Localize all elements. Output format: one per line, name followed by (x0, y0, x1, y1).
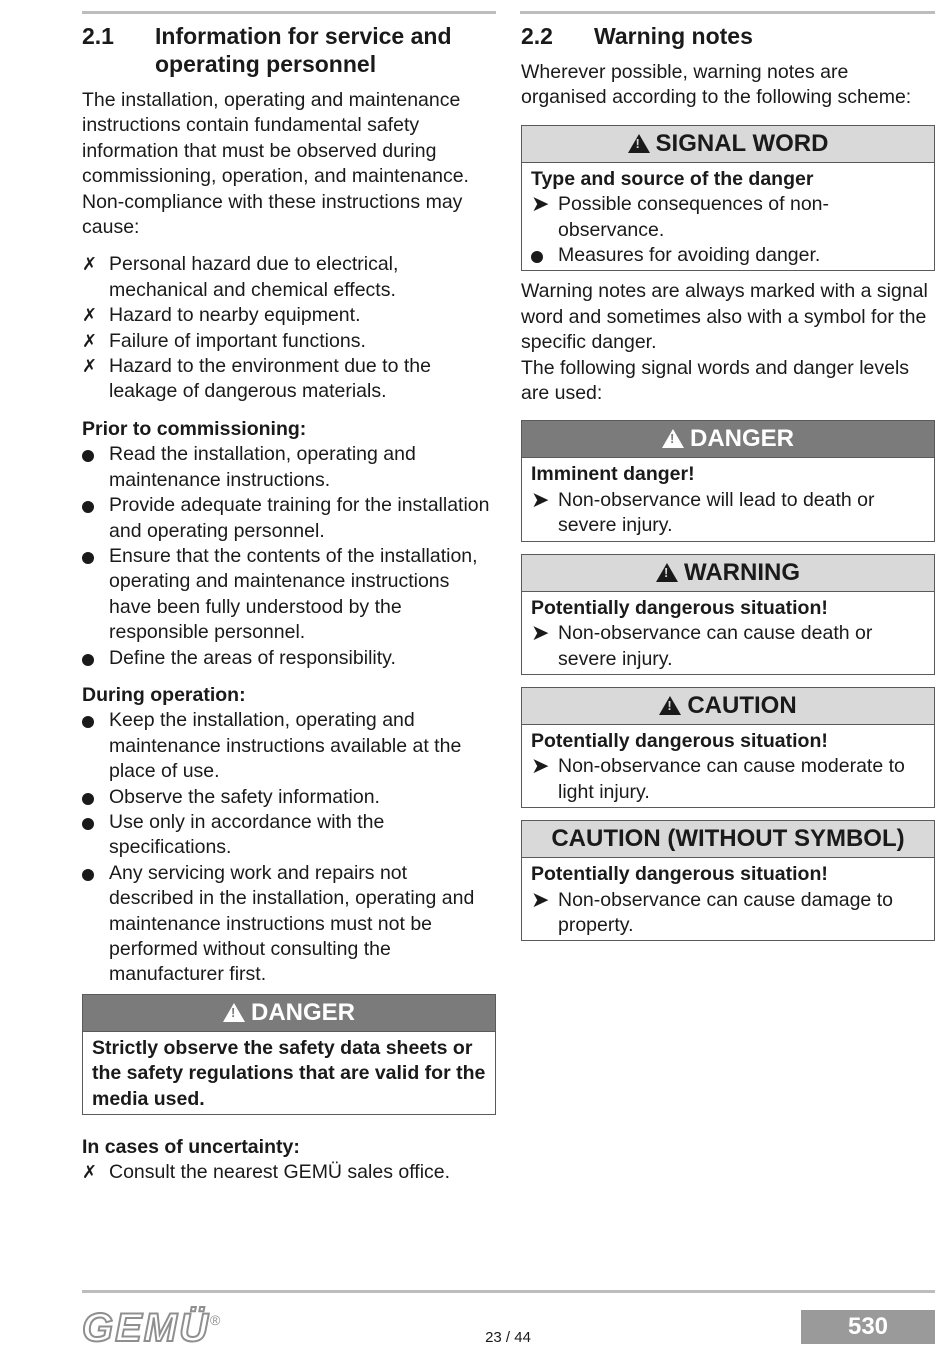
list-item: ✗ Hazard to nearby equipment. (82, 303, 496, 328)
uncertainty-section (82, 1135, 496, 1186)
subheading: In cases of uncertainty: (82, 1136, 300, 1159)
list-item: Provide adequate training for the installation and operating personnel. (82, 493, 496, 544)
level-list (531, 621, 925, 672)
danger-box (82, 994, 496, 1115)
danger-body (83, 1032, 495, 1114)
intro-paragraph: Wherever possible, warning notes are organised according to the following scheme: (521, 61, 912, 109)
bullet-icon (82, 793, 94, 805)
list-item: ✗ Consult the nearest GEMÜ sales office. (82, 1160, 496, 1185)
bullet-icon (82, 818, 94, 830)
model-badge: 530 (801, 1310, 935, 1344)
level-title: Potentially dangerous situation! (531, 729, 828, 752)
subheading: During operation: (82, 683, 246, 706)
section-number: 2.2 (521, 23, 553, 49)
footer-rule (82, 1290, 935, 1293)
cross-icon: ✗ (82, 1162, 98, 1183)
prior-to-commissioning (82, 417, 496, 671)
list-item: Measures for avoiding danger. (531, 243, 925, 268)
warning-level-box (521, 554, 935, 675)
page-number: 23 / 44 (485, 1329, 531, 1346)
warning-triangle-icon (659, 696, 681, 715)
scheme-list (531, 192, 925, 268)
level-title: Imminent danger! (531, 463, 695, 486)
list-item: Any servicing work and repairs not described in the installation, operating and maintenance instructions must not be performed without consulting the manufacturer first. (82, 861, 496, 988)
explanation-paragraph: Warning notes are always marked with a signal word and sometimes also with a symbol for the specific danger. (521, 280, 928, 354)
warning-header: !WARNING (522, 555, 934, 592)
registered-mark: ® (210, 1312, 223, 1328)
explanation-text (521, 279, 935, 406)
section-number: 2.1 (82, 23, 114, 49)
arrow-icon: ➤ (531, 191, 550, 217)
section-2-1-heading (82, 22, 496, 78)
left-column (82, 18, 496, 1186)
right-column (521, 18, 935, 941)
list-item: Define the areas of responsibility. (82, 646, 496, 671)
bullet-icon (82, 501, 94, 513)
section-title: Information for service and operating personnel (155, 23, 452, 77)
list-item: ✗ Failure of important functions. (82, 329, 496, 354)
danger-header: !DANGER (83, 995, 495, 1032)
list-item: Keep the installation, operating and maintenance instructions available at the place of use. (82, 708, 496, 784)
cross-list (82, 1160, 496, 1185)
level-body (522, 725, 934, 807)
list-item: Read the installation, operating and maintenance instructions. (82, 442, 496, 493)
arrow-icon: ➤ (531, 486, 550, 512)
bullet-icon (82, 654, 94, 666)
danger-level-box (521, 420, 935, 541)
explanation-paragraph: The following signal words and danger levels are used: (521, 356, 910, 405)
list-item: ➤ Non-observance can cause damage to property. (531, 886, 893, 936)
list-item: ✗ Personal hazard due to electrical, mechanical and chemical effects. (82, 253, 399, 301)
danger-header: !DANGER (522, 421, 934, 458)
list-item: ➤ Non-observance can cause death or severe injury. (531, 620, 873, 670)
signal-word-header: !SIGNAL WORD (522, 126, 934, 163)
bullet-icon (531, 251, 543, 263)
danger-text: Strictly observe the safety data sheets or the safety regulations that are valid for the media used. (92, 1036, 486, 1110)
subheading: Prior to commissioning: (82, 417, 307, 440)
consequences-list (82, 252, 496, 404)
top-rule-left (82, 11, 496, 14)
warning-triangle-icon (662, 429, 684, 448)
bullet-icon (82, 552, 94, 564)
level-list (531, 888, 925, 939)
top-rule-right (520, 11, 935, 14)
caution-level-box (521, 687, 935, 808)
scheme-title: Type and source of the danger (531, 167, 814, 190)
cross-icon: ✗ (82, 356, 98, 377)
level-body (522, 592, 934, 674)
list-item: ➤ Non-observance can cause moderate to light injury. (531, 753, 905, 803)
caution-header: !CAUTION (522, 688, 934, 725)
scheme-body (522, 163, 934, 271)
warning-triangle-icon (656, 563, 678, 582)
level-body (522, 858, 934, 940)
intro-text (82, 88, 496, 240)
caution-without-symbol-box (521, 820, 935, 941)
arrow-icon: ➤ (531, 620, 550, 646)
level-title: Potentially dangerous situation! (531, 863, 828, 886)
level-list (531, 754, 925, 805)
arrow-icon: ➤ (531, 886, 550, 912)
level-title: Potentially dangerous situation! (531, 596, 828, 619)
intro-paragraph: Non-compliance with these instructions may cause: (82, 190, 463, 239)
during-operation (82, 683, 496, 988)
section-2-2-heading (521, 22, 935, 50)
list-item: Use only in accordance with the specifications. (82, 810, 496, 861)
list-item: ✗ Hazard to the environment due to the leakage of dangerous materials. (82, 355, 431, 403)
cross-icon: ✗ (82, 254, 98, 275)
caution-without-symbol-header: CAUTION (WITHOUT SYMBOL) (522, 821, 934, 858)
signal-word-scheme-box (521, 125, 935, 272)
bullet-icon (82, 716, 94, 728)
level-list (531, 488, 925, 539)
bullet-icon (82, 869, 94, 881)
bullet-icon (82, 450, 94, 462)
warning-triangle-icon (628, 134, 650, 153)
gemu-logo: GEMÜ® (82, 1306, 223, 1350)
list-item: Observe the safety information. (82, 785, 496, 810)
cross-icon: ✗ (82, 330, 98, 351)
list-item: ➤ Non-observance will lead to death or severe injury. (531, 486, 875, 537)
bullet-list (82, 442, 496, 671)
warning-triangle-icon (223, 1003, 245, 1022)
list-item: ➤ Possible consequences of non-observance. (531, 191, 830, 241)
level-body (522, 458, 934, 540)
section-title: Warning notes (594, 23, 753, 49)
arrow-icon: ➤ (531, 753, 550, 779)
cross-icon: ✗ (82, 305, 98, 326)
list-item: Ensure that the contents of the installation, operating and maintenance instructions have been fully understood by the responsible personnel. (82, 544, 496, 646)
bullet-list (82, 708, 496, 987)
intro-paragraph: The installation, operating and maintenance instructions contain fundamental safety information that must be observed during commissioning, operation, and maintenance. (82, 89, 469, 188)
